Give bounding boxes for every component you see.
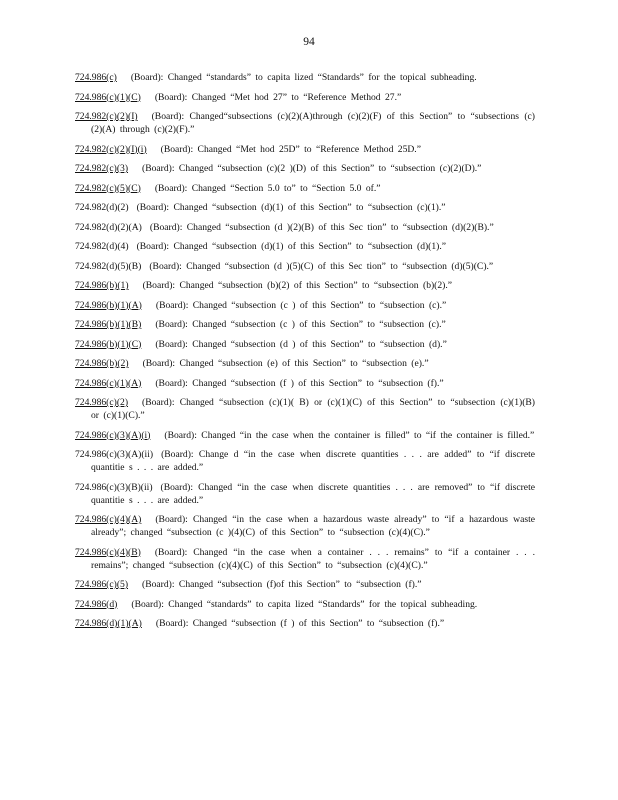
revision-entry xyxy=(75,260,535,273)
section-citation: 724.986(c)(4)(B) xyxy=(75,546,141,558)
revision-description: (Board): Changed “in the case when a container . . . remains” to “if a container . . . remains”; changed “subsection (c)(4)(C) of this Section” to “subsection (c)(4)(C).” xyxy=(91,546,535,571)
revision-description: (Board): Changed “subsection (c)(2 )(D) of this Section” to “subsection (c)(2)(D).” xyxy=(142,163,482,174)
section-citation: 724.982(d)(2) xyxy=(75,202,129,213)
section-citation: 724.982(c)(2)(I)(i) xyxy=(75,143,147,155)
revision-entry xyxy=(75,481,535,507)
revision-description: (Board): Changed “subsection (d)(1) of this Section” to “subsection (c)(1).” xyxy=(136,202,446,213)
section-citation: 724.986(c)(4)(A) xyxy=(75,514,142,525)
revision-description: (Board): Changed “in the case when the container is filled” to “if the container is filled.” xyxy=(164,429,535,441)
section-citation: 724.986(b)(1) xyxy=(75,280,129,291)
revision-entry xyxy=(75,221,535,234)
section-citation: 724.986(b)(1)(C) xyxy=(75,338,142,350)
revision-description: (Board): Changed “standards” to capita lized “Standards” for the topical subheading. xyxy=(131,598,478,610)
section-citation: 724.986(c)(1)(C) xyxy=(75,91,141,103)
revision-description: (Board): Changed “subsection (f ) of this Section” to “subsection (f).” xyxy=(155,377,444,389)
revision-entry xyxy=(75,396,535,422)
revision-description: (Board): Changed “Met hod 25D” to “Reference Method 25D.” xyxy=(160,143,421,155)
section-citation: 724.986(c) xyxy=(75,72,117,83)
revision-description: (Board): Changed “subsection (e) of this Section” to “subsection (e).” xyxy=(142,358,429,369)
section-citation: 724.982(d)(4) xyxy=(75,241,129,252)
section-citation: 724.986(b)(1)(B) xyxy=(75,319,142,330)
revision-description: (Board): Changed “subsection (b)(2) of this Section” to “subsection (b)(2).” xyxy=(142,280,453,291)
section-citation: 724.986(d) xyxy=(75,598,118,610)
revision-description: (Board): Changed “subsection (d )(5)(C) of this Sec tion” to “subsection (d)(5)(C).” xyxy=(149,260,494,272)
revision-entry xyxy=(75,598,535,611)
revision-entry xyxy=(75,143,535,156)
revision-entry xyxy=(75,377,535,390)
revision-entry xyxy=(75,91,535,104)
revision-entry xyxy=(75,279,535,292)
revision-entry xyxy=(75,162,535,175)
section-citation: 724.986(c)(3)(A)(i) xyxy=(75,429,151,441)
revision-entry xyxy=(75,71,535,84)
revision-entry xyxy=(75,429,535,442)
revision-description: (Board): Changed “subsection (d ) of this Section” to “subsection (d).” xyxy=(155,338,447,350)
revision-entry xyxy=(75,357,535,370)
revision-entry xyxy=(75,617,535,630)
revision-entry xyxy=(75,240,535,253)
revision-entry xyxy=(75,338,535,351)
section-citation: 724.986(b)(1)(A) xyxy=(75,299,142,311)
section-citation: 724.986(c)(5) xyxy=(75,579,129,590)
revision-entry xyxy=(75,110,535,136)
revision-description: (Board): Changed “subsection (c ) of this Section” to “subsection (c).” xyxy=(155,319,446,330)
revision-description: (Board): Changed “subsection (f)of this Section” to “subsection (f).” xyxy=(142,579,422,590)
revision-description: (Board): Changed “subsection (d )(2)(B) of this Sec tion” to “subsection (d)(2)(B).” xyxy=(149,221,494,233)
section-citation: 724.982(d)(2)(A) xyxy=(75,221,142,233)
revision-description: (Board): Changed “subsection (c ) of this Section” to “subsection (c).” xyxy=(155,299,447,311)
revision-entry-list xyxy=(75,71,535,637)
revision-entry xyxy=(75,448,535,474)
revision-entry xyxy=(75,182,535,195)
revision-description: (Board): Change d “in the case when discrete quantities . . . are added” to “if discrete quantitie s . . . are added.” xyxy=(91,449,535,473)
revision-description: (Board): Changed “in the case when a hazardous waste already” to “if a hazardous waste already”; changed “subsection (c )(4)(C) of this Section” to “subsection (c)(4)(C).” xyxy=(91,514,535,538)
page-number: 94 xyxy=(303,36,315,48)
revision-description: (Board): Changed “standards” to capita lized “Standards” for the topical subheading. xyxy=(130,72,477,83)
section-citation: 724.982(c)(5)(C) xyxy=(75,182,141,194)
section-citation: 724.986(d)(1)(A) xyxy=(75,618,142,629)
revision-description: (Board): Changed “Section 5.0 to” to “Section 5.0 of.” xyxy=(154,182,381,194)
section-citation: 724.986(c)(3)(B)(ii) xyxy=(75,481,153,493)
section-citation: 724.982(d)(5)(B) xyxy=(75,260,142,272)
revision-description: (Board): Changed“subsections (c)(2)(A)through (c)(2)(F) of this Section” to “subsections (c)(2)(A) through (c)(2)(F).” xyxy=(91,111,535,135)
section-citation: 724.986(c)(2) xyxy=(75,397,129,408)
revision-entry xyxy=(75,513,535,539)
revision-entry xyxy=(75,318,535,331)
section-citation: 724.986(c)(1)(A) xyxy=(75,377,142,389)
section-citation: 724.982(c)(2)(I) xyxy=(75,111,138,122)
revision-entry xyxy=(75,578,535,591)
revision-entry xyxy=(75,299,535,312)
section-citation: 724.986(c)(3)(A)(ii) xyxy=(75,449,154,460)
section-citation: 724.982(c)(3) xyxy=(75,163,129,174)
revision-description: (Board): Changed “subsection (d)(1) of this Section” to “subsection (d)(1).” xyxy=(136,241,447,252)
revision-description: (Board): Changed “in the case when discrete quantities . . . are removed” to “if discrete quantitie s . . . are added.” xyxy=(91,481,535,506)
revision-description: (Board): Changed “subsection (c)(1)( B) or (c)(1)(C) of this Section” to “subsection (c)(1)(B) or (c)(1)(C).” xyxy=(91,397,535,421)
revision-entry xyxy=(75,546,535,572)
revision-description: (Board): Changed “subsection (f ) of this Section” to “subsection (f).” xyxy=(155,618,445,629)
revision-entry xyxy=(75,201,535,214)
section-citation: 724.986(b)(2) xyxy=(75,358,129,369)
revision-description: (Board): Changed “Met hod 27” to “Reference Method 27.” xyxy=(154,91,402,103)
